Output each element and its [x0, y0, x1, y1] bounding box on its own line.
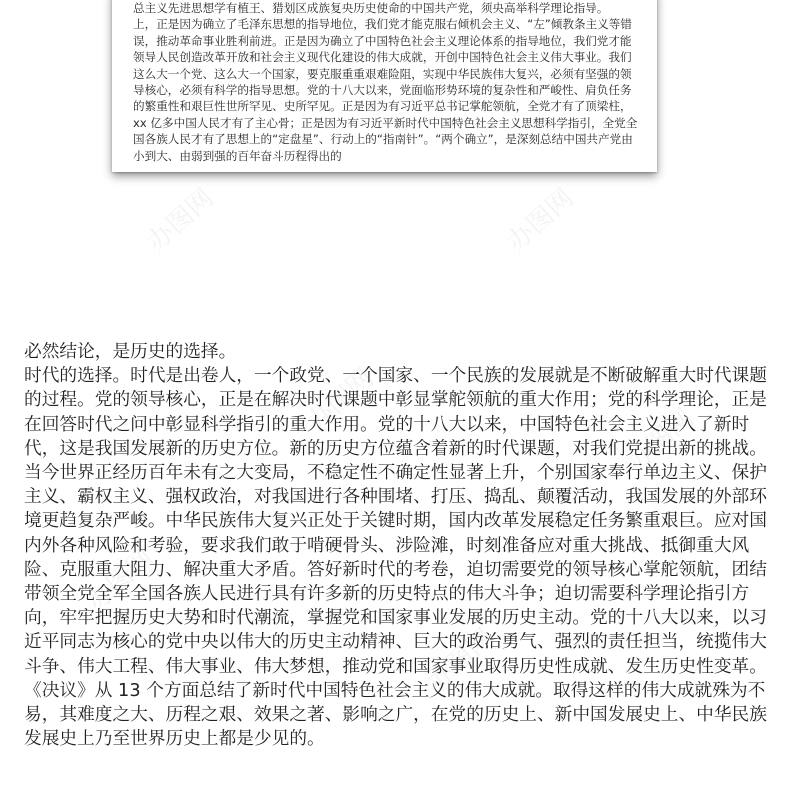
watermark: 办图网 [501, 183, 580, 258]
watermark: 办图网 [141, 183, 220, 258]
excerpt-text: 总主义先进思想学有植王、猎划区成族复央历史使命的中国共产党，须央高举科学理论指导。 上，正是因为确立了毛泽东思想的指导地位，我们党才能克服右倾机会主义、“左”倾教条主义等错误，推动革命事业胜利前进。正是因为确立了中国特色社会主义理论体系的指导地位，我们党才能领导人民创造改革开放和社会主义现代化建设的伟大成就，开创中国特色社会主义伟大事业。我们这么大一个党、这么大一个国家，要克服重重艰难险阻，实现中华民族伟大复兴，必须有坚强的领导核心，必须有科学的指导思想。党的十八大以来，党面临形势环境的复杂性和严峻性、肩负任务的繁重性和艰巨性世所罕见、史所罕见。正是因为有习近平总书记掌舵领航，全党才有了顶梁柱，xx 亿多中国人民才有了主心骨；正是因为有习近平新时代中国特色社会主义思想科学指引，全党全国各族人民才有了思想上的“定盘星”、行动上的“指南针”。“两个确立”，是深刻总结中国共产党由小到大、由弱到强的百年奋斗历程得出的 [133, 1, 638, 163]
watermark: 办图网 [301, 363, 380, 438]
watermark: 办图网 [421, 623, 500, 698]
excerpt-card [112, 0, 657, 172]
article-paragraph-2: 时代的选择。时代是出卷人，一个政党、一个国家、一个民族的发展就是不断破解重大时代课题的过程。党的领导核心，正是在解决时代课题中彰显掌舵领航的重大作用；党的科学理论，正是在回答时代之问中彰显科学指引的重大作用。党的十八大以来，中国特色社会主义进入了新时代，这是我国发展新的历史方位。新的历史方位蕴含着新的时代课题，对我们党提出新的挑战。当今世界正经历百年未有之大变局，不稳定性不确定性显著上升，个别国家奉行单边主义、保护主义、霸权主义、强权政治，对我国进行各种围堵、打压、捣乱、颠覆活动，我国发展的外部环境更趋复杂严峻。中华民族伟大复兴正处于关键时期，国内改革发展稳定任务繁重艰巨。应对国内外各种风险和考验，要求我们敢于啃硬骨头、涉险滩，时刻准备应对重大挑战、抵御重大风险、克服重大阻力、解决重大矛盾。答好新时代的考卷，迫切需要党的领导核心掌舵领航，团结带领全党全军全国各族人民进行具有许多新的历史特点的伟大斗争；迫切需要科学理论指引方向，牢牢把握历史大势和时代潮流，掌握党和国家事业发展的历史主动。党的十八大以来，以习近平同志为核心的党中央以伟大的历史主动精神、巨大的政治勇气、强烈的责任担当，统揽伟大斗争、伟大工程、伟大事业、伟大梦想，推动党和国家事业取得历史性成就、发生历史性变革。《决议》从 13 个方面总结了新时代中国特色社会主义的伟大成就。取得这样的伟大成就殊为不易，其难度之大、历程之艰、效果之著、影响之广，在党的历史上、新中国发展史上、中华民族发展史上乃至世界历史上都是少见的。 [24, 366, 767, 750]
watermark: 办图网 [621, 403, 700, 478]
watermark: 办图网 [81, 543, 160, 618]
article-body [24, 340, 779, 751]
article-paragraph-1: 必然结论，是历史的选择。 [24, 342, 237, 362]
